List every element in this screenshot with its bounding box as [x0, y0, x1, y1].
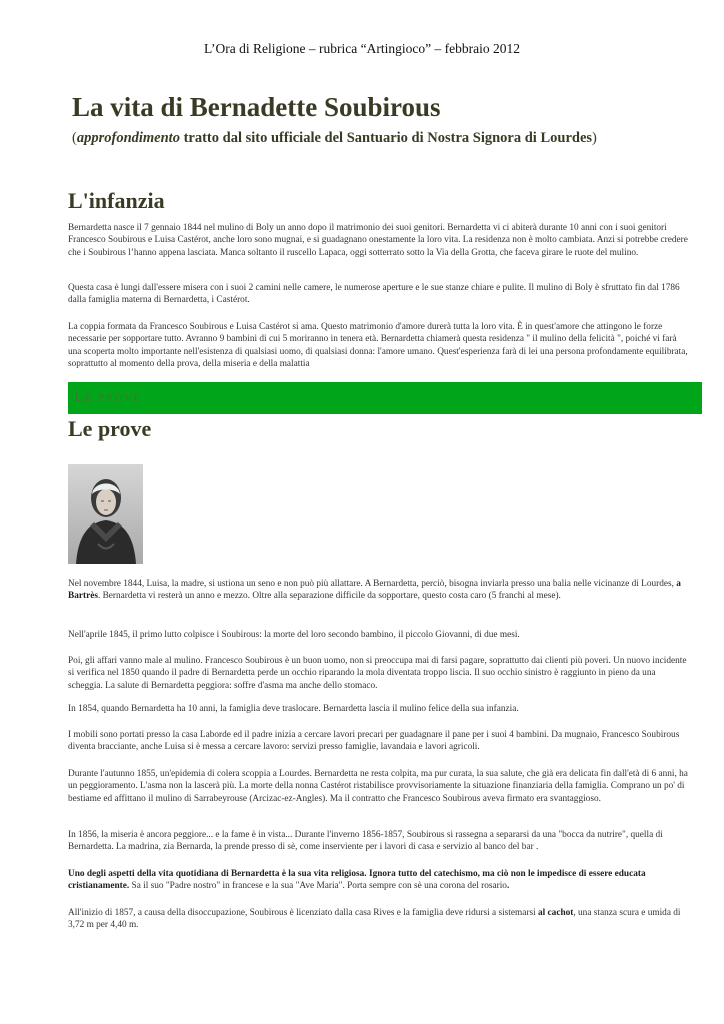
prove-p9-text-c: , una stanza scura e umida di 3,72 m per 4,40 m. [68, 908, 681, 931]
prove-p9-text-a: All'inizio di 1857, a causa della disoccupazione, Soubirous è licenziato dalla casa Rives e la famiglia deve ridursi a sistemarsi [68, 908, 538, 918]
heading-infanzia: L'infanzia [68, 188, 165, 213]
subtitle-open: ( [72, 130, 77, 146]
prove-p9-bold: al cachot [538, 908, 574, 918]
prove-p1-bold: a Bartrès [68, 579, 681, 602]
infanzia-paragraph-1: Bernardetta nasce il 7 gennaio 1844 nel mulino di Boly un anno dopo il matrimonio dei suoi genitori. Bernardetta vi ci abiterà durante 10 anni con i suoi genitori Francesco Soubirous e Luisa Castérot, anche loro sono mugnai, e si guadagnano onestamente la loro vita. La residenza non è molto cambiata. Anzi si potrebbe credere che i Soubirous l’hanno appena lasciata. Manca soltanto il ruscello Lapaca, oggi sotterrato sotto la Via della Grotta, che faceva girare le ruote del mulino. [68, 223, 688, 258]
prove-p1-text-c: . Bernardetta vi resterà un anno e mezzo. Oltre alla separazione difficile da sopportare, questo costa caro (5 franchi al mese). [97, 591, 561, 602]
bernadette-portrait [68, 464, 143, 564]
prove-paragraph-1 [68, 578, 688, 603]
section-banner [68, 382, 702, 414]
infanzia-paragraph-2: Questa casa è lungi dall'essere misera con i suoi 2 camini nelle camere, le numerose aperture e le sue stanze chiare e pulite. Il mulino di Boly è sfruttato fin dal 1786 dalla famiglia materna di Bernardetta, i Castérot. [68, 283, 680, 306]
prove-paragraph-2: Nell'aprile 1845, il primo lutto colpisce i Soubirous: la morte del loro secondo bambino, il piccolo Giovanni, di due mesi. [68, 630, 520, 640]
prove-paragraph-4: In 1854, quando Bernardetta ha 10 anni, la famiglia deve traslocare. Bernardetta lascia il mulino felice della sua infanzia. [68, 704, 519, 714]
prove-p8-text: Sa il suo "Padre nostro" in francese e la sua "Ave Maria". Porta sempre con sè una corona del rosario [129, 881, 507, 892]
heading-prove: Le prove [68, 416, 152, 441]
subtitle-close: ) [592, 130, 597, 146]
portrait-image [68, 464, 143, 564]
prove-p8-bold: Uno degli aspetti della vita quotidiana di Bernardetta è la sua vita religiosa. Ignora tutto del catechismo, ma ciò non le impedisce di essere educata cristianamente. [68, 869, 646, 892]
prove-p8-period: . [506, 881, 510, 892]
page-subtitle [72, 130, 597, 147]
prove-paragraph-6: Durante l'autunno 1855, un'epidemia di colera scoppia a Lourdes. Bernardetta ne resta colpita, ma pur curata, la sua salute, che già era delicata fin dall'età di 6 anni, ha un peggioramento. L'asma non la lascerà più. La morte della nonna Castérot ristabilisce provvisoriamente la situazione finanziaria della famiglia. Comprano un po' di bestiame ed affittano il mulino di Sarrabeyrouse (Arcizac-ez-Angles). Ma il contratto che Francesco Soubirous aveva firmato era svantaggioso. [68, 769, 688, 804]
page-header: L’Ora di Religione – rubrica “Artingioco” – febbraio 2012 [204, 41, 520, 56]
prove-paragraph-3: Poi, gli affari vanno male al mulino. Francesco Soubirous è un buon uomo, non si preoccupa mai di farsi pagare, soprattutto dai clienti più poveri. Un nuovo incidente si verifica nel 1850 quando il padre di Bernardetta perde un occhio riparando la mola diventata troppo liscia. Il suo occhio sinistro è raggiunto in pieno da una scheggia. La salute di Bernardetta peggiora: soffre d'asma ma anche dello stomaco. [68, 656, 687, 691]
prove-paragraph-8 [68, 868, 688, 893]
prove-paragraph-7: In 1856, la miseria è ancora peggiore... e la fame è in vista... Durante l'inverno 1856-1857, Soubirous si rassegna a separarsi da una "bocca da nutrire", quella di Bernardetta. La madrina, zia Bernarda, la prende presso di sè, come inserviente per i lavori di casa e servizio al banco del bar . [68, 830, 663, 853]
page-title: La vita di Bernadette Soubirous [72, 92, 441, 122]
subtitle-emphasis: approfondimento [76, 130, 180, 146]
infanzia-paragraph-3: La coppia formata da Francesco Soubirous e Luisa Castérot si ama. Questo matrimonio d'amore durerà tutta la loro vita. È in quest'amore che attingono le forze necessarie per sopportare tutto. Avranno 9 bambini di cui 5 moriranno in tenera età. Bernardetta chiamerà questa residenza " il mulino della felicità ", poiché vi farà una scoperta molto importante nell'esistenza di qualsiasi uomo, di qualsiasi donna: l'amore umano. Quest'esperienza farà di lei una persona profondamente equilibrata, soprattutto al momento della prova, della miseria e della malattia [68, 322, 688, 370]
prove-paragraph-5: I mobili sono portati presso la casa Laborde ed il padre inizia a cercare lavori precari per guadagnare il pane per i suoi 4 bambini. Da mugnaio, Francesco Soubirous diventa bracciante, anche Luisa si è messa a cercare lavoro: servizi presso famiglie, lavandaia e lavori agricoli. [68, 730, 680, 753]
subtitle-text: tratto dal sito ufficiale del Santuario di Nostra Signora di Lourdes [179, 130, 593, 146]
prove-paragraph-9 [68, 907, 688, 932]
banner-label: Le prove [74, 389, 142, 405]
prove-p1-text-a: Nel novembre 1844, Luisa, la madre, si ustiona un seno e non può più allattare. A Bernardetta, perciò, bisogna inviarla presso una balia nelle vicinanze di Lourdes, [68, 579, 677, 589]
